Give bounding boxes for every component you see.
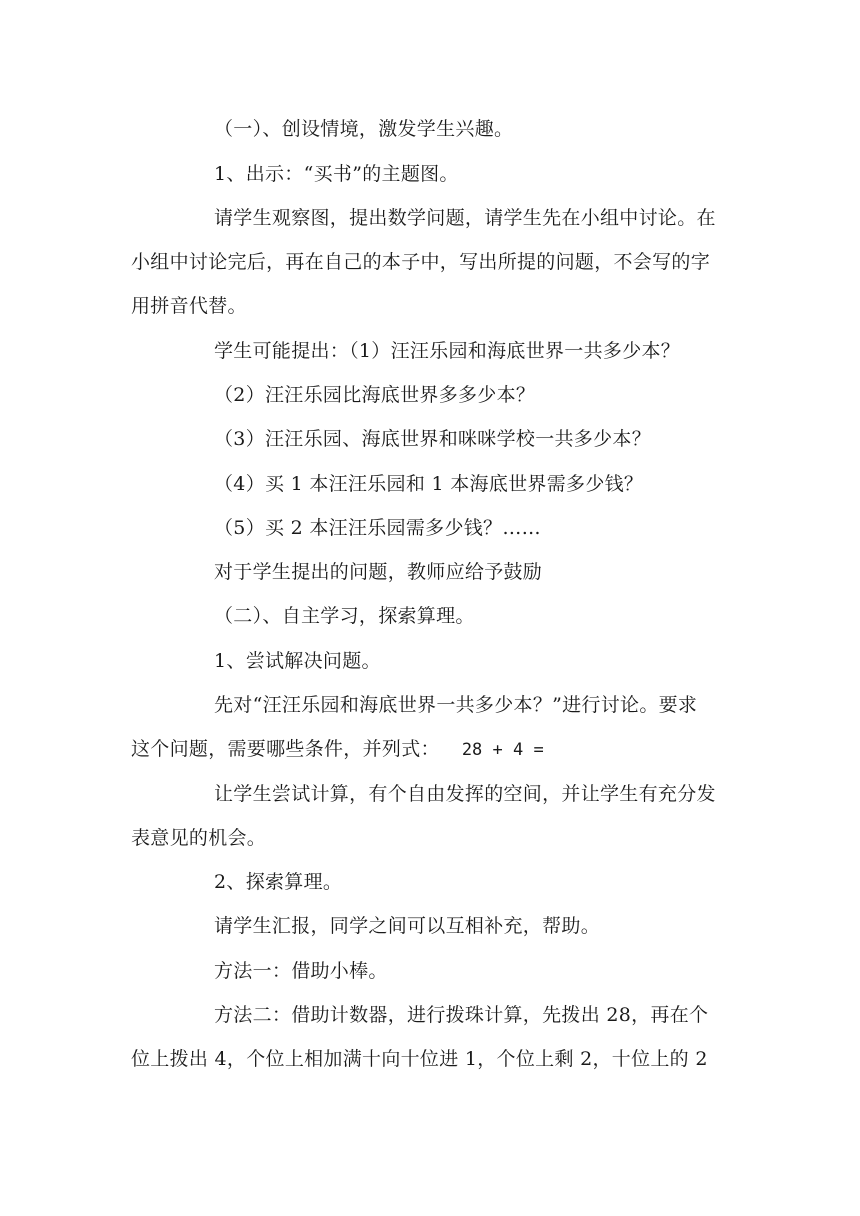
- question-item: （5）买 2 本汪汪乐园需多少钱？……: [214, 517, 541, 539]
- question-item: （3）汪汪乐园、海底世界和咪咪学校一共多少本？: [214, 428, 651, 450]
- paragraph-line: 2、探索算理。: [214, 871, 343, 893]
- paragraph-line: 1、出示：“买书”的主题图。: [214, 163, 459, 185]
- paragraph-line: 位上拨出 4，个位上相加满十向十位进 1，个位上剩 2，十位上的 2: [131, 1048, 708, 1070]
- section-heading-1: （一）、创设情境，激发学生兴趣。: [214, 118, 514, 140]
- paragraph-line: 请学生汇报，同学之间可以互相补充，帮助。: [214, 915, 601, 937]
- paragraph-line: [131, 737, 544, 762]
- paragraph-line: 表意见的机会。: [131, 827, 267, 849]
- math-formula: 28 + 4 =: [461, 740, 544, 760]
- paragraph-line: 让学生尝试计算，有个自由发挥的空间，并让学生有充分发: [214, 783, 716, 805]
- paragraph-text: 这个问题，需要哪些条件，并列式：: [131, 738, 440, 760]
- paragraph-line: 先对“汪汪乐园和海底世界一共多少本？”进行讨论。要求: [214, 694, 698, 716]
- paragraph-line: 请学生观察图，提出数学问题，请学生先在小组中讨论。在: [214, 207, 716, 229]
- question-item: （4）买 1 本汪汪乐园和 1 本海底世界需多少钱？: [214, 473, 644, 495]
- paragraph-line: 对于学生提出的问题，教师应给予鼓励: [214, 561, 543, 583]
- paragraph-line: 小组中讨论完后，再在自己的本子中，写出所提的问题，不会写的字: [131, 251, 711, 273]
- paragraph-line: 学生可能提出：（1）汪汪乐园和海底世界一共多少本？: [214, 340, 681, 362]
- paragraph-line: 用拼音代替。: [131, 295, 247, 317]
- paragraph-line: 方法二：借助计数器，进行拨珠计算，先拨出 28，再在个: [214, 1004, 709, 1026]
- paragraph-line: 1、尝试解决问题。: [214, 650, 381, 672]
- paragraph-line: 方法一：借助小棒。: [214, 960, 388, 982]
- question-item: （2）汪汪乐园比海底世界多多少本？: [214, 384, 536, 406]
- section-heading-2: （二）、自主学习，探索算理。: [214, 605, 475, 627]
